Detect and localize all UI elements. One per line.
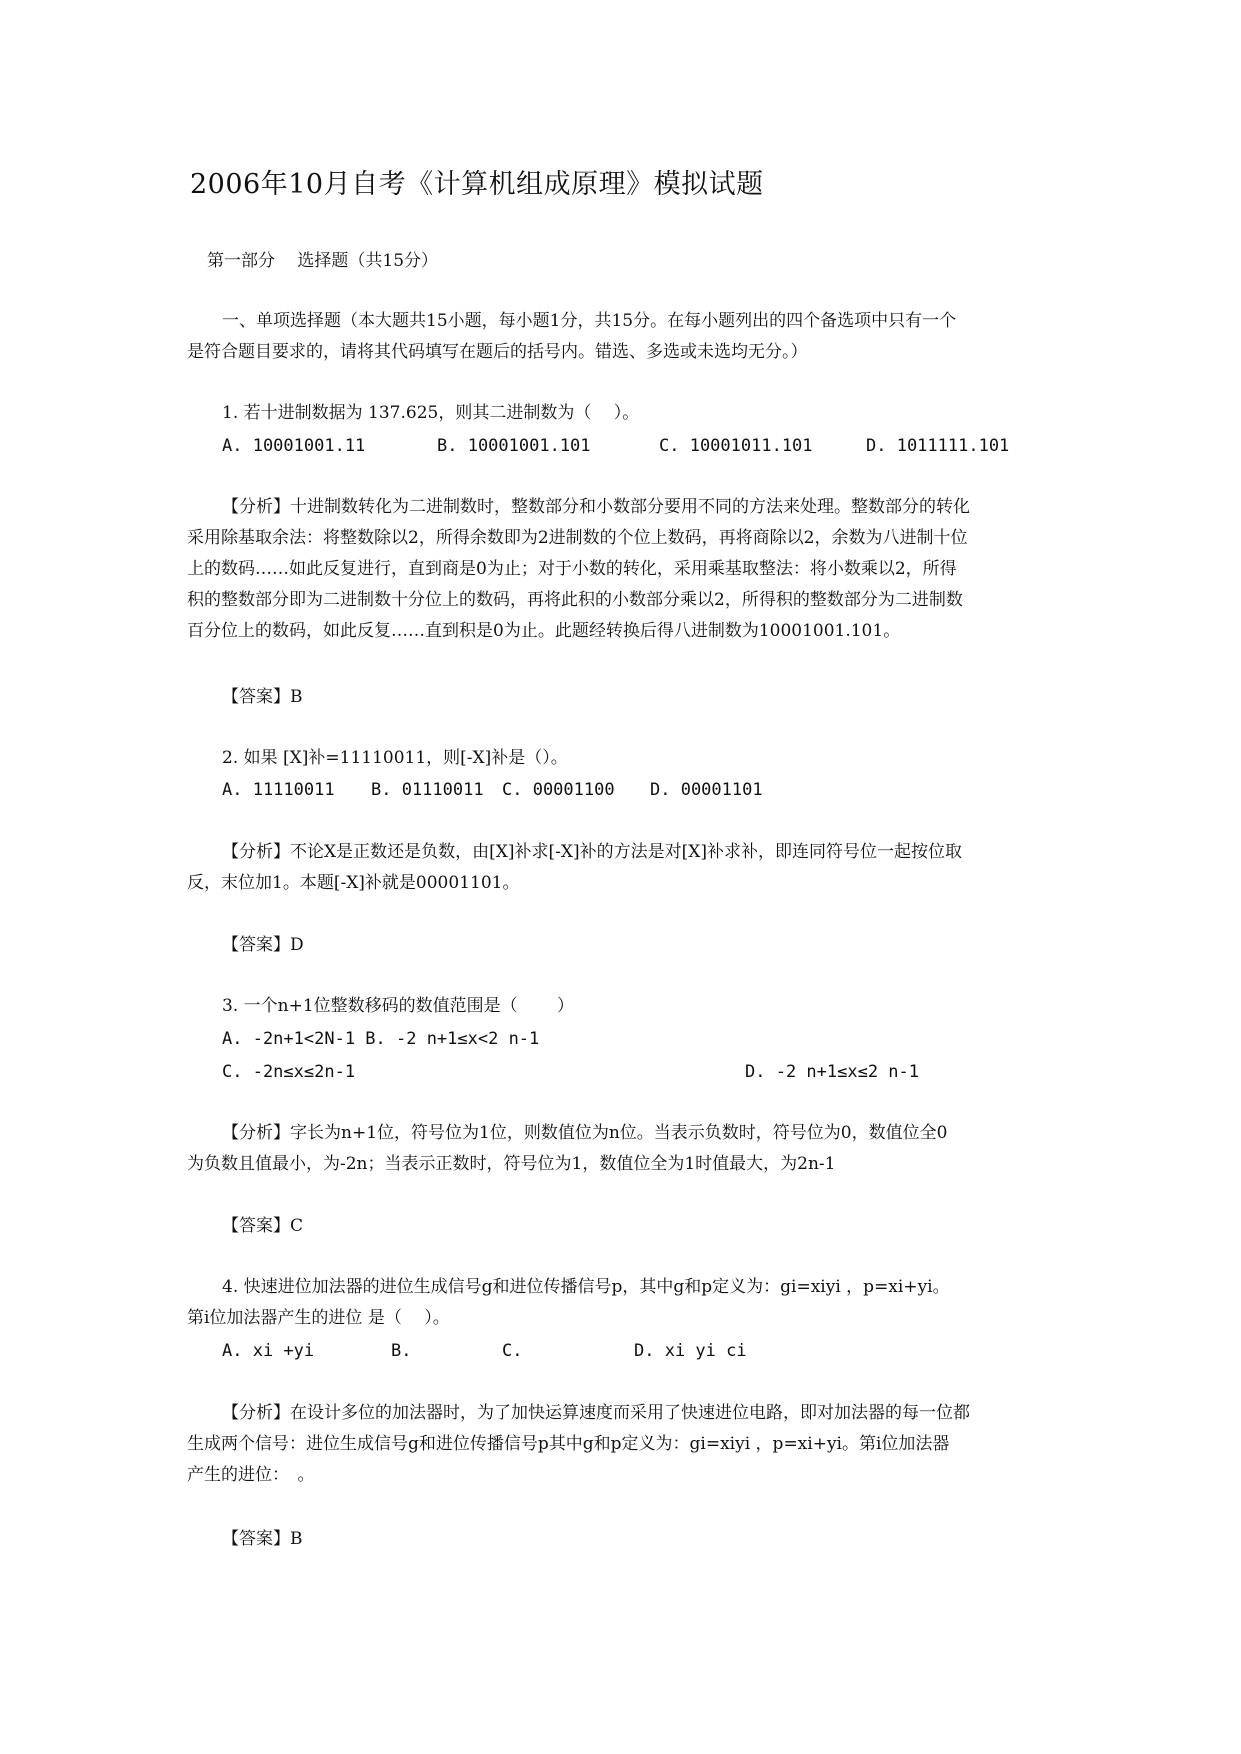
question-4-answer: 【答案】B bbox=[222, 1529, 303, 1549]
question-3-options-ab: A. -2n+1<2N-1 B. -2 n+1≤x<2 n-1 bbox=[222, 1029, 540, 1049]
question-3-analysis-line: 【分析】字长为n+1位，符号位为1位，则数值位为n位。当表示负数时，符号位为0，数值位全0 bbox=[222, 1123, 948, 1143]
question-3-stem: 3. 一个n+1位整数移码的数值范围是（ ） bbox=[222, 996, 575, 1016]
question-2-option-d: D. 00001101 bbox=[650, 780, 763, 800]
question-1-analysis-line: 上的数码……如此反复进行，直到商是0为止；对于小数的转化，采用乘基取整法：将小数乘以2，所得 bbox=[187, 559, 957, 579]
question-3-option-d: D. -2 n+1≤x≤2 n-1 bbox=[745, 1062, 919, 1082]
question-4-analysis-line: 【分析】在设计多位的加法器时，为了加快运算速度而采用了快速进位电路，即对加法器的每一位都 bbox=[222, 1403, 970, 1423]
question-1-option-a: A. 10001001.11 bbox=[222, 436, 366, 456]
question-1-analysis-line: 采用除基取余法：将整数除以2，所得余数即为2进制数的个位上数码，再将商除以2，余数为八进制十位 bbox=[187, 528, 968, 548]
question-1-option-b: B. 10001001.101 bbox=[437, 436, 591, 456]
question-1-answer: 【答案】B bbox=[222, 687, 303, 707]
question-1-analysis-line: 百分位上的数码，如此反复……直到积是0为止。此题经转换后得八进制数为10001001.101。 bbox=[187, 621, 901, 641]
question-1-analysis-line: 积的整数部分即为二进制数十分位上的数码，再将此积的小数部分乘以2，所得积的整数部分为二进制数 bbox=[187, 590, 963, 610]
question-4-stem-line: 第i位加法器产生的进位 是（ ）。 bbox=[187, 1308, 450, 1328]
question-2-analysis-line: 反，末位加1。本题[-X]补就是00001101。 bbox=[187, 873, 520, 893]
page-title: 2006年10月自考《计算机组成原理》模拟试题 bbox=[190, 169, 764, 200]
question-3-answer: 【答案】C bbox=[222, 1216, 304, 1236]
question-3-option-c: C. -2n≤x≤2n-1 bbox=[222, 1062, 356, 1082]
question-2-analysis-line: 【分析】不论X是正数还是负数，由[X]补求[-X]补的方法是对[X]补求补，即连同符号位一起按位取 bbox=[222, 842, 962, 862]
section-intro-line: 是符合题目要求的，请将其代码填写在题后的括号内。错选、多选或未选均无分。） bbox=[187, 342, 808, 362]
question-2-answer: 【答案】D bbox=[222, 935, 304, 955]
question-3-analysis-line: 为负数且值最小，为-2n；当表示正数时，符号位为1，数值位全为1时值最大，为2n-1 bbox=[187, 1154, 836, 1174]
question-1-option-c: C. 10001011.101 bbox=[659, 436, 813, 456]
question-2-option-a: A. 11110011 bbox=[222, 780, 335, 800]
question-4-option-b: B. bbox=[391, 1341, 412, 1361]
question-4-analysis-line: 生成两个信号：进位生成信号g和进位传播信号p其中g和p定义为：gi=xiyi ，p=xi+yi。第i位加法器 bbox=[187, 1434, 950, 1454]
question-1-option-d: D. 1011111.101 bbox=[866, 436, 1010, 456]
question-1-analysis-line: 【分析】十进制数转化为二进制数时，整数部分和小数部分要用不同的方法来处理。整数部分的转化 bbox=[222, 497, 970, 517]
question-2-option-b: B. 01110011 bbox=[371, 780, 484, 800]
part-heading: 第一部分 选择题（共15分） bbox=[207, 251, 439, 271]
question-4-stem-line: 4. 快速进位加法器的进位生成信号g和进位传播信号p，其中g和p定义为：gi=xiyi ，p=xi+yi。 bbox=[222, 1277, 950, 1297]
question-2-option-c: C. 00001100 bbox=[502, 780, 615, 800]
question-4-option-d: D. xi yi ci bbox=[634, 1341, 747, 1361]
question-4-option-c: C. bbox=[502, 1341, 523, 1361]
question-4-analysis-line: 产生的进位： 。 bbox=[187, 1465, 315, 1485]
question-2-stem: 2. 如果 [X]补=11110011，则[-X]补是（）。 bbox=[222, 748, 568, 768]
question-1-stem: 1. 若十进制数据为 137.625，则其二进制数为（ ）。 bbox=[222, 403, 640, 423]
section-intro-line: 一、单项选择题（本大题共15小题，每小题1分，共15分。在每小题列出的四个备选项中只有一个 bbox=[222, 311, 957, 331]
question-4-option-a: A. xi +yi bbox=[222, 1341, 315, 1361]
